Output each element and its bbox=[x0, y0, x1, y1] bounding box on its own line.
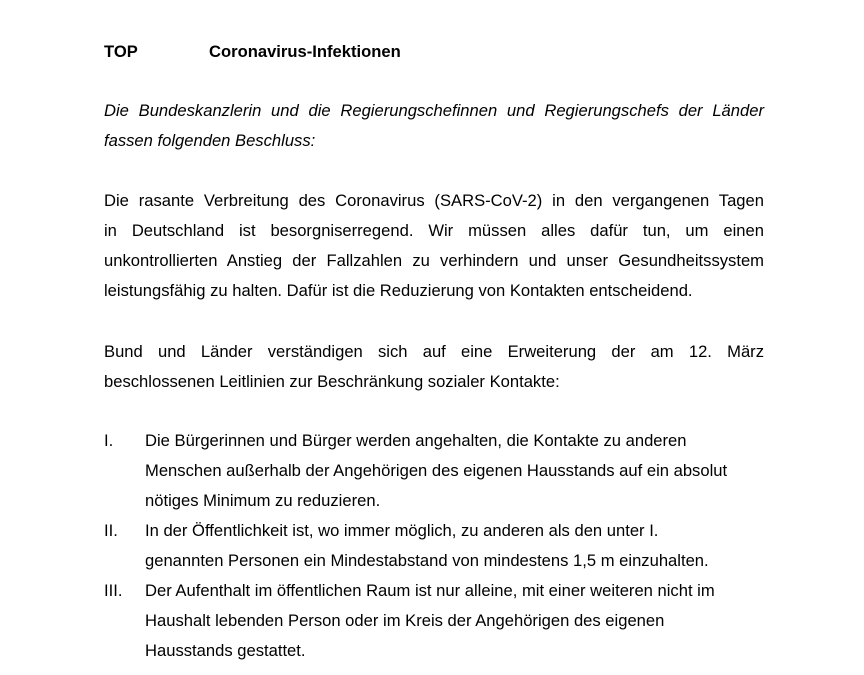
list-item-number: I. bbox=[104, 431, 114, 450]
paragraph-line: Bund und Länder verständigen sich auf eine Erweiterung der am 12. März bbox=[104, 342, 764, 361]
paragraph-line: beschlossenen Leitlinien zur Beschränkung sozialer Kontakte: bbox=[104, 372, 560, 391]
list-item-number: II. bbox=[104, 521, 118, 540]
paragraph-line: Die rasante Verbreitung des Coronavirus (SARS-CoV-2) in den vergangenen Tagen bbox=[104, 191, 764, 210]
agenda-title: Coronavirus-Infektionen bbox=[209, 42, 401, 61]
body-paragraph-2 bbox=[104, 337, 764, 397]
top-label: TOP bbox=[104, 42, 138, 61]
list-item-body bbox=[145, 516, 764, 576]
list-item-line: Haushalt lebenden Person oder im Kreis der Angehörigen des eigenen bbox=[145, 611, 665, 630]
paragraph-line: unkontrollierten Anstieg der Fallzahlen zu verhindern und unser Gesundheitssystem bbox=[104, 251, 764, 270]
list-item-line: Der Aufenthalt im öffentlichen Raum ist nur alleine, mit einer weiteren nicht im bbox=[145, 581, 715, 600]
list-item-line: Menschen außerhalb der Angehörigen des eigenen Hausstands auf ein absolut bbox=[145, 461, 728, 480]
measures-list bbox=[104, 426, 764, 666]
body-paragraph-1 bbox=[104, 186, 764, 306]
agenda-heading bbox=[104, 42, 764, 64]
list-item bbox=[104, 576, 764, 666]
list-item-line: Die Bürgerinnen und Bürger werden angehalten, die Kontakte zu anderen bbox=[145, 431, 687, 450]
list-item-body bbox=[145, 426, 764, 516]
intro-line: fassen folgenden Beschluss: bbox=[104, 131, 316, 150]
list-item-number: III. bbox=[104, 581, 123, 600]
list-item bbox=[104, 516, 764, 576]
intro-line: Die Bundeskanzlerin und die Regierungschefinnen und Regierungschefs der Länder bbox=[104, 101, 764, 120]
list-item bbox=[104, 426, 764, 516]
list-item-line: Hausstands gestattet. bbox=[145, 641, 306, 660]
list-item-line: In der Öffentlichkeit ist, wo immer möglich, zu anderen als den unter I. bbox=[145, 521, 659, 540]
paragraph-line: in Deutschland ist besorgniserregend. Wir müssen alles dafür tun, um einen bbox=[104, 221, 764, 240]
intro-paragraph bbox=[104, 96, 764, 156]
list-item-line: nötiges Minimum zu reduzieren. bbox=[145, 491, 381, 510]
list-item-line: genannten Personen ein Mindestabstand von mindestens 1,5 m einzuhalten. bbox=[145, 551, 709, 570]
paragraph-line: leistungsfähig zu halten. Dafür ist die Reduzierung von Kontakten entscheidend. bbox=[104, 281, 693, 300]
list-item-body bbox=[145, 576, 764, 666]
